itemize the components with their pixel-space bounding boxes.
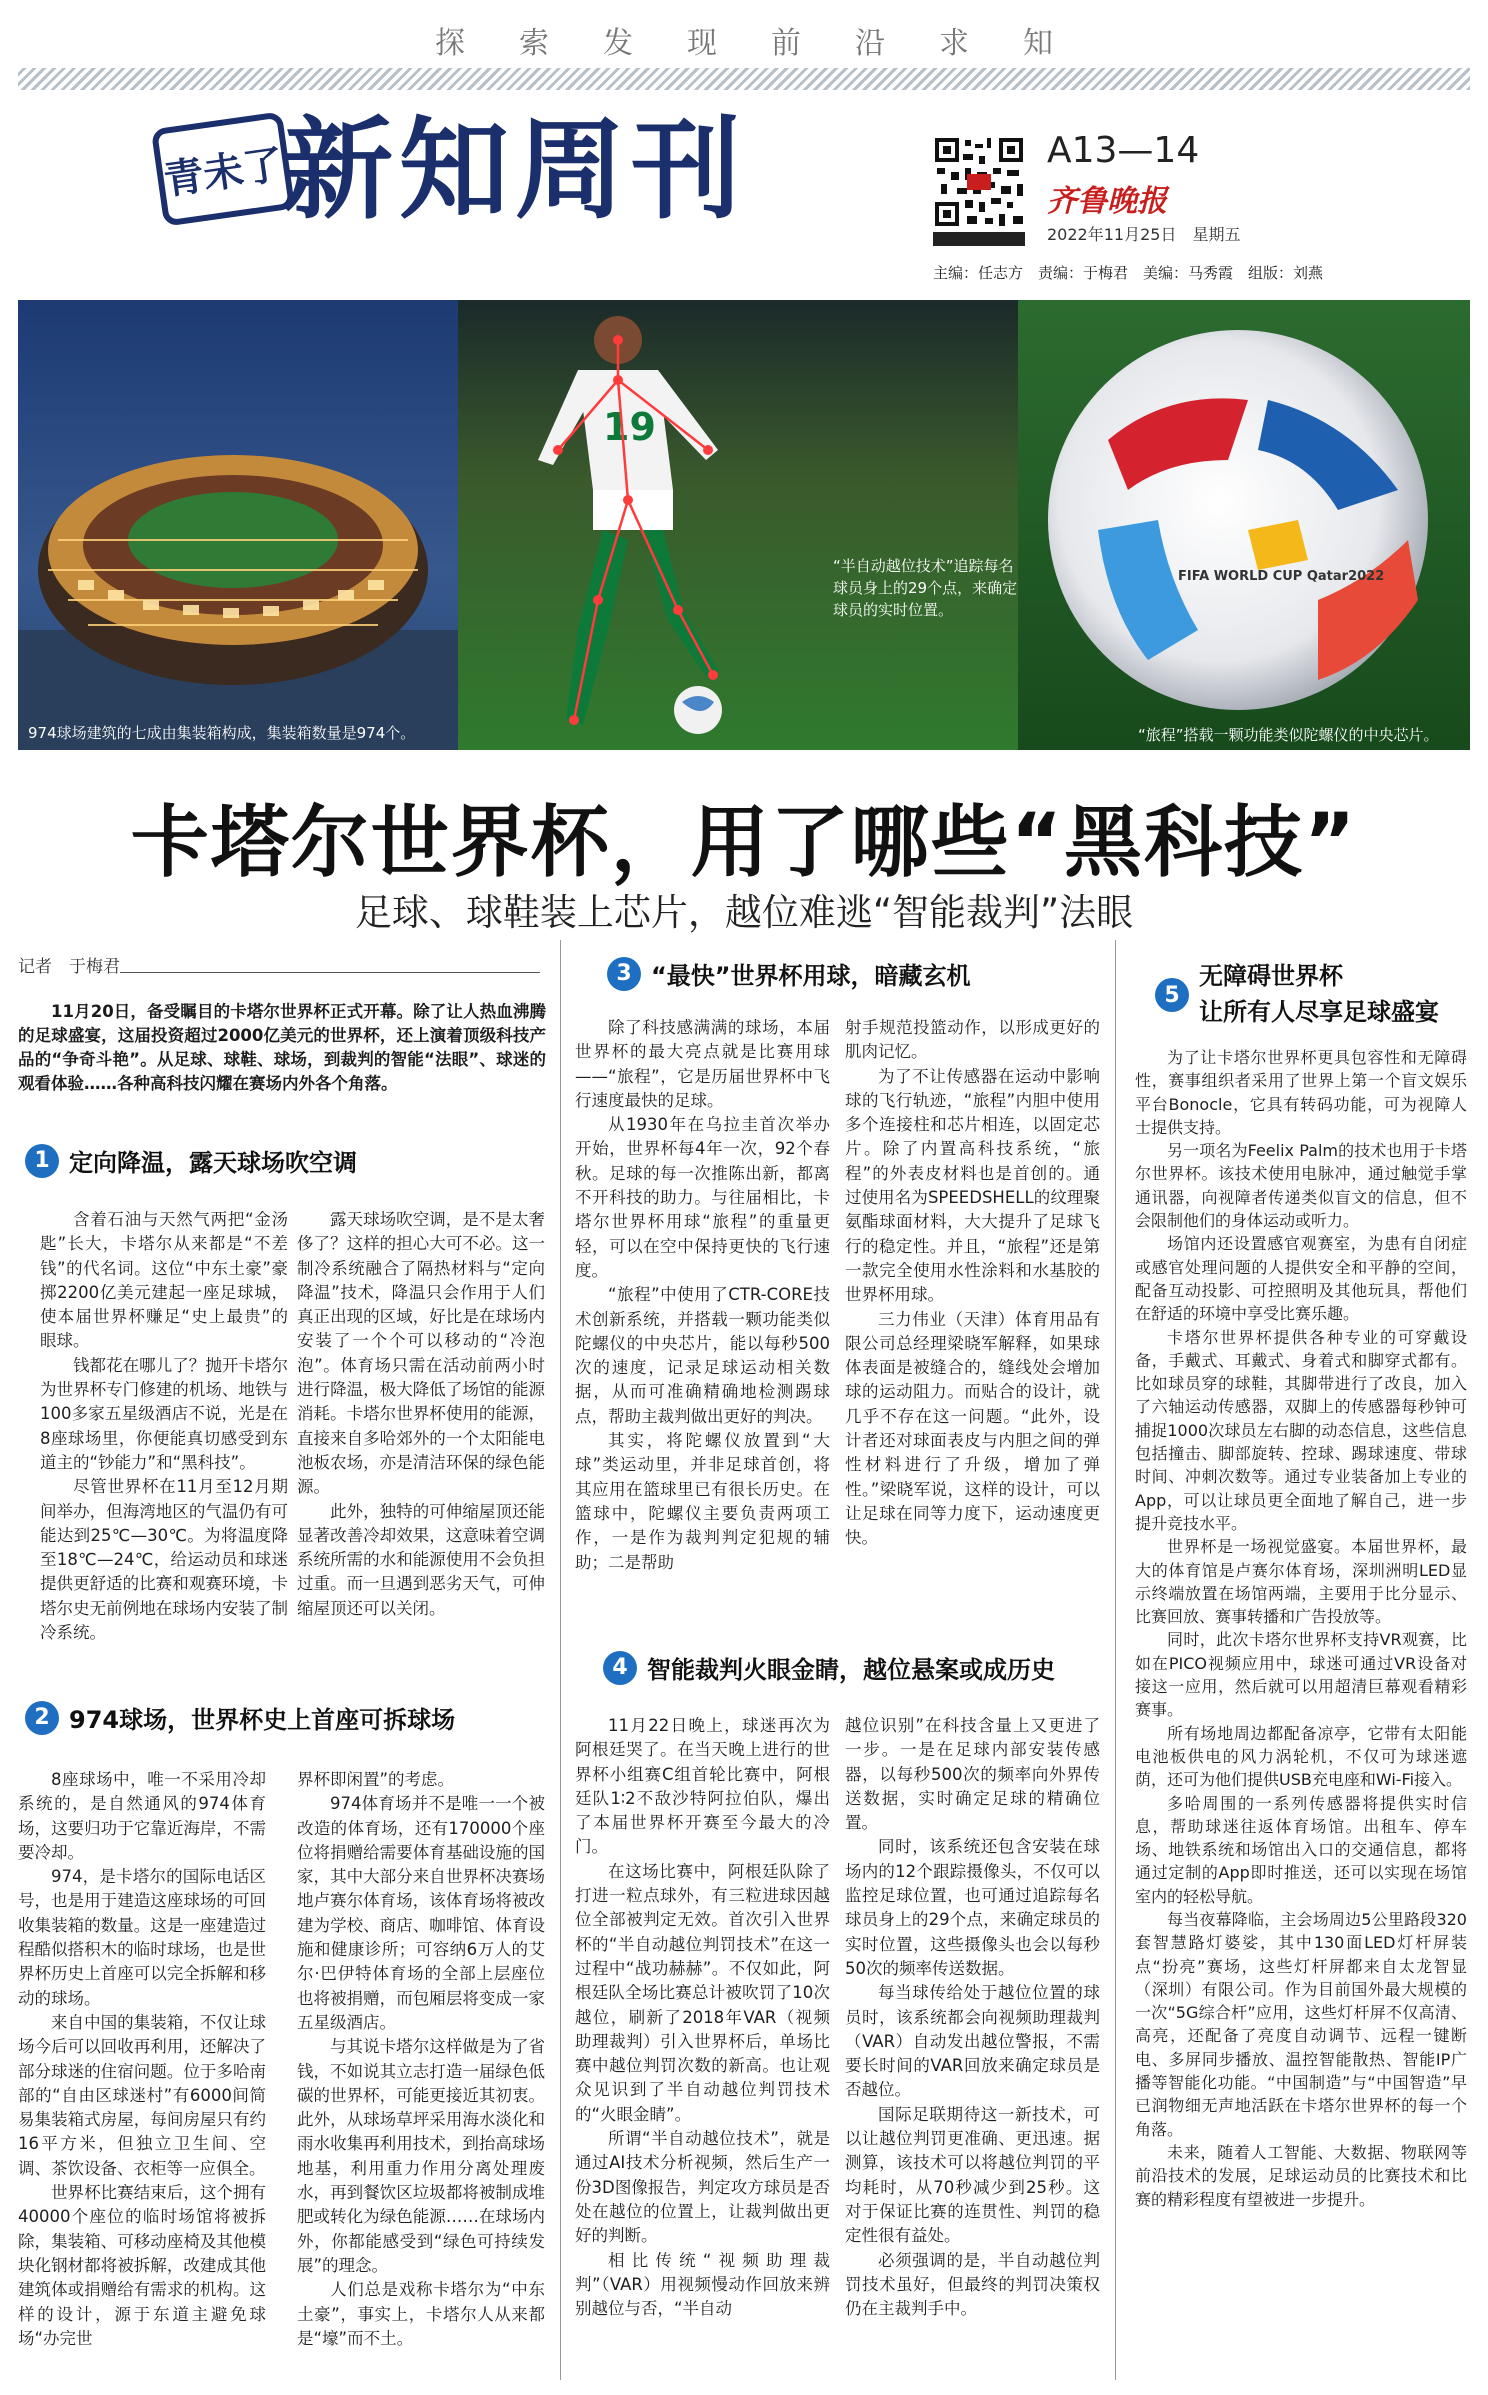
- issue-date: 2022年11月25日 星期五: [1047, 225, 1241, 244]
- ball-text: FIFA WORLD CUP Qatar2022: [1178, 569, 1385, 584]
- newspaper-name: 齐鲁晚报: [1047, 184, 1167, 219]
- paragraph: 多哈周围的一系列传感器将提供实时信息，帮助球迷往返体育场馆。出租车、停车场、地铁系统和场馆出入口的交通信息，都将通过定制的App即时推送，还可以实现在场馆室内的轻松导航。: [1135, 1793, 1467, 1906]
- paragraph: 与其说卡塔尔这样做是为了省钱，不如说其立志打造一届绿色低碳的世界杯，可能更接近其初衷。此外，从球场草坪采用海水淡化和雨水收集再利用技术，到抬高球场地基，利用重力作用分离处理废水，再到餐饮区垃圾都将被制成堆肥或转化为绿色能源……在球场内外，你都能感受到“绿色可持续发展”的理念。: [297, 2037, 545, 2275]
- paragraph: “旅程”中使用了CTR-CORE技术创新系统，并搭载一颗功能类似陀螺仪的中央芯片，能以每秒500次的速度，记录足球运动相关数据，从而可准确精确地检测踢球点，帮助主裁判做出更好的判决。: [575, 1285, 830, 1426]
- section-5-heading: [1155, 958, 1439, 1030]
- section-2-column-2: [297, 1768, 545, 2351]
- section-4-column-2: [845, 1714, 1100, 2321]
- section-title: 974球场，世界杯史上首座可拆球场: [69, 1706, 456, 1734]
- qr-code-icon: [933, 136, 1025, 248]
- section-2-column-1: [18, 1768, 266, 2351]
- paragraph: 每当夜幕降临，主会场周边5公里路段320套智慧路灯婆娑，其中130面LED灯杆屏装点“扮亮”赛场，这些灯杆屏都来自太龙智显（深圳）有限公司。作为目前国外最大规模的一次“5G综合杆”应用，这些灯杆屏不仅高清、高亮，还配备了亮度自动调节、远程一键断电、多屏同步播放、温控智能散热、智能IP广播等智能化功能。“中国制造”与“中国智造”早已润物细无声地活跃在卡塔尔世界杯的每一个角落。: [1135, 1909, 1467, 2139]
- section-1-heading: [25, 1143, 357, 1178]
- section-number-badge: 1: [25, 1144, 59, 1178]
- paragraph: 8座球场中，唯一不采用冷却系统的，是自然通风的974体育场，这要归功于它靠近海岸，不需要冷却。: [18, 1770, 266, 1862]
- section-5-column: [1135, 1046, 1467, 2211]
- slogan-char: 现: [687, 26, 717, 61]
- paragraph: 同时，该系统还包含安装在球场内的12个跟踪摄像头，不仅可以监控足球位置，也可通过追踪每名球员身上的29个点，来确定球员的实时位置，这些摄像头也会以每秒50次的频率传送数据。: [845, 1837, 1100, 1978]
- masthead-title: 新知周刊: [283, 106, 747, 234]
- paragraph: 钱都花在哪儿了？抛开卡塔尔为世界杯专门修建的机场、地铁与100多家五星级酒店不说，光是在8座球场里，你便能真切感受到东道主的“钞能力”和“黑科技”。: [40, 1355, 288, 1472]
- headline: 卡塔尔世界杯，用了哪些“黑科技”: [130, 798, 1358, 888]
- stadium-974: [38, 455, 428, 685]
- feature-photo: [18, 300, 1470, 750]
- slogan-char: 沿: [855, 26, 885, 61]
- paragraph: 其实，将陀螺仪放置到“大球”类运动里，并非足球首创，将其应用在篮球里已有很长历史。在篮球中，陀螺仪主要负责两项工作，一是作为裁判判定犯规的辅助；二是帮助: [575, 1431, 830, 1572]
- paragraph: 为了不让传感器在运动中影响球的飞行轨迹，“旅程”内胆中使用多个连接柱和芯片相连，以固定芯片。除了内置高科技系统，“旅程”的外表皮材料也是首创的。通过使用名为SPEEDSHELL的纹理聚氨酯球面材料，大大提升了足球飞行的稳定性。并且，“旅程”还是第一款完全使用水性涂料和水基胶的世界杯用球。: [845, 1066, 1100, 1305]
- section-title: 智能裁判火眼金睛，越位悬案或成历史: [647, 1656, 1055, 1684]
- section-4-heading: [603, 1650, 1055, 1685]
- paragraph: 11月22日晚上，球迷再次为阿根廷哭了。在当天晚上进行的世界杯小组赛C组首轮比赛中，阿根廷队1∶2不敌沙特阿拉伯队，爆出了本届世界杯开赛至今最大的冷门。: [575, 1716, 830, 1857]
- column-divider: [1115, 940, 1116, 2380]
- section-1-column-2: [297, 1208, 545, 1621]
- paragraph: 从1930年在乌拉圭首次举办开始，世界杯每4年一次，92个春秋。足球的每一次推陈出新，都离不开科技的助力。与往届相比，卡塔尔世界杯用球“旅程”的重量更轻，可以在空中保持更快的飞行速度。: [575, 1115, 830, 1280]
- byline-rule: [120, 972, 540, 973]
- slogan-char: 探: [435, 26, 465, 61]
- paragraph: 974，是卡塔尔的国际电话区号，也是用于建造这座球场的可回收集装箱的数量。这是一座建造过程酷似搭积木的临时球场，也是世界杯历史上首座可以完全拆解和移动的球场。: [18, 1867, 266, 2008]
- column-divider: [560, 940, 561, 2380]
- section-1-column-1: [40, 1208, 288, 1645]
- subheadline: 足球、球鞋装上芯片，越位难逃“智能裁判”法眼: [354, 891, 1134, 934]
- paragraph: 尽管世界杯在11月至12月期间举办，但海湾地区的气温仍有可能达到25℃—30℃。为将温度降至18℃—24℃，给运动员和球迷提供更舒适的比赛和观赛环境，卡塔尔史无前例地在球场内安装了制冷系统。: [40, 1477, 288, 1643]
- slogan-char: 知: [1023, 26, 1053, 61]
- paragraph: 来自中国的集装箱，不仅让球场今后可以回收再利用，还解决了部分球迷的住宿问题。位于多哈南部的“自由区球迷村”有6000间简易集装箱式房屋，每间房屋只有约16平方米，但独立卫生间、空调、茶饮设备、衣柜等一应俱全。: [18, 2012, 266, 2178]
- paragraph: 每当球传给处于越位位置的球员时，该系统都会向视频助理裁判（VAR）自动发出越位警报，不需要长时间的VAR回放来确定球员是否越位。: [845, 1983, 1100, 2100]
- section-4-column-1: [575, 1714, 830, 2321]
- slogan-char: 发: [603, 26, 633, 61]
- paragraph: 射手规范投篮动作，以形成更好的肌肉记忆。: [845, 1018, 1100, 1062]
- lead-paragraph: 11月20日，备受瞩目的卡塔尔世界杯正式开幕。除了让人热血沸腾的足球盛宴，这届投资超过2000亿美元的世界杯，还上演着顶级科技产品的“争奇斗艳”。从足球、球鞋、球场，到裁判的智能“法眼”、球迷的观看体验……各种高科技闪耀在赛场内外各个角落。: [18, 1002, 546, 1093]
- section-2-heading: [25, 1700, 455, 1735]
- header-stripe: [18, 68, 1470, 90]
- paragraph: 人们总是戏称卡塔尔为“中东土豪”，事实上，卡塔尔人从来都是“壕”而不土。: [297, 2280, 545, 2348]
- paragraph: 未来，随着人工智能、大数据、物联网等前沿技术的发展，足球运动员的比赛技术和比赛的精彩程度有望被进一步提升。: [1135, 2142, 1467, 2209]
- paragraph: 所有场地周边都配备凉亭，它带有太阳能电池板供电的风力涡轮机，不仅可为球迷遮荫，还可为他们提供USB充电座和Wi-Fi接入。: [1135, 1723, 1467, 1790]
- editor-credits: 主编：任志方 责编：于梅君 美编：马秀霞 组版：刘燕: [933, 264, 1324, 282]
- slogan: [0, 14, 1488, 66]
- paragraph: 为了让卡塔尔世界杯更具包容性和无障碍性，赛事组织者采用了世界上第一个盲文娱乐平台Bonocle，它具有转码功能，可为视障人士提供支持。: [1135, 1048, 1467, 1137]
- ball-caption: “旅程”搭载一颗功能类似陀螺仪的中央芯片。: [1138, 726, 1439, 744]
- paragraph: 在这场比赛中，阿根廷队除了打进一粒点球外，有三粒进球因越位全部被判定无效。首次引入世界杯的“半自动越位判罚技术”在这一过程中“战功赫赫”。不仅如此，阿根廷队全场比赛总计被吹罚了10次越位，刷新了2018年VAR（视频助理裁判）引入世界杯后，单场比赛中越位判罚次数的新高。也让观众见识到了半自动越位判罚技术的“火眼金睛”。: [575, 1861, 830, 2124]
- section-title: 定向降温，露天球场吹空调: [69, 1149, 357, 1177]
- slogan-char: 前: [771, 26, 801, 61]
- section-title: 无障碍世界杯: [1199, 962, 1343, 990]
- section-number-badge: 2: [25, 1701, 59, 1735]
- tracking-caption: “半自动越位技术”追踪每名球员身上的29个点，来确定球员的实时位置。: [833, 557, 1018, 619]
- paragraph: 露天球场吹空调，是不是太奢侈了？这样的担心大可不必。这一制冷系统融合了隔热材料与“定向降温”技术，降温只会作用于人们真正出现的区域，好比是在球场内安装了一个个可以移动的“冷泡泡”。体育场只需在活动前两小时进行降温，极大降低了场馆的能源消耗。卡塔尔世界杯使用的能源，直接来自多哈郊外的一个太阳能电池板农场，亦是清洁环保的绿色能源。: [297, 1210, 545, 1497]
- slogan-char: 求: [939, 26, 969, 61]
- paragraph: 卡塔尔世界杯提供各种专业的可穿戴设备，手戴式、耳戴式、身着式和脚穿式都有。比如球员穿的球鞋，其脚带进行了改良，加入了六轴运动传感器，双脚上的传感器每秒钟可捕捉1000次球员左右脚的动态信息，这些信息包括撞击、脚部旋转、控球、踢球速度、带球时间、冲刺次数等。通过专业装备加上专业的App，可以让球员更全面地了解自己，进一步提升竞技水平。: [1135, 1327, 1467, 1533]
- paragraph: 相比传统“视频助理裁判”（VAR）用视频慢动作回放来辨别越位与否，“半自动: [575, 2250, 830, 2319]
- section-3-heading: [607, 956, 971, 991]
- section-3-column-2: [845, 1016, 1100, 1551]
- al-rihla-ball: [1048, 330, 1428, 710]
- section-title: “最快”世界杯用球，暗藏玄机: [651, 962, 971, 990]
- paragraph: 所谓“半自动越位技术”，就是通过AI技术分析视频，然后生产一份3D图像报告，判定攻方球员是否处在越位的位置上，让裁判做出更好的判断。: [575, 2129, 830, 2246]
- section-3-column-1: [575, 1016, 830, 1575]
- byline: 记者 于梅君: [18, 957, 120, 977]
- slogan-char: 索: [519, 26, 549, 61]
- page-number: A13—14: [1047, 130, 1200, 171]
- paragraph: 必须强调的是，半自动越位判罚技术虽好，但最终的判罚决策权仍在主裁判手中。: [845, 2250, 1100, 2319]
- section-number-badge: 3: [607, 957, 641, 991]
- jersey-number: 19: [603, 405, 656, 449]
- logo-text: 青未了: [160, 141, 287, 204]
- qingweiliao-logo: [151, 111, 295, 226]
- pitch-background: [458, 300, 1018, 750]
- paragraph: 国际足联期待这一新技术，可以让越位判罚更准确、更迅速。据测算，该技术可以将越位判罚的平均耗时，从70秒减少到25秒。这对于保证比赛的连贯性、判罚的稳定性很有益处。: [845, 2104, 1100, 2246]
- stadium-caption: 974球场建筑的七成由集装箱构成，集装箱数量是974个。: [28, 724, 416, 742]
- paragraph: 974体育场并不是唯一一个被改造的体育场，还有170000个座位将捐赠给需要体育基础设施的国家，其中大部分来自世界杯决赛场地卢赛尔体育场，该体育场将被改建为学校、商店、咖啡馆、体育设施和健康诊所；可容纳6万人的艾尔·巴伊特体育场的全部上层座位也将被捐赠，而包厢层将变成一家五星级酒店。: [297, 1794, 545, 2032]
- section-title-line-2: 让所有人尽享足球盛宴: [1199, 998, 1439, 1026]
- section-number-badge: 5: [1155, 978, 1189, 1012]
- paragraph: 同时，此次卡塔尔世界杯支持VR观赛，比如在PICO视频应用中，球迷可通过VR设备对接这一应用，然后就可以用超清巨幕观看精彩赛事。: [1135, 1630, 1467, 1720]
- small-football: [674, 686, 722, 734]
- paragraph: 场馆内还设置感官观赛室，为患有自闭症或感官处理问题的人提供安全和平静的空间，配备互动投影、可控照明及其他玩具，帮他们在舒适的环境中享受比赛乐趣。: [1135, 1234, 1467, 1324]
- paragraph: 此外，独特的可伸缩屋顶还能显著改善冷却效果，这意味着空调系统所需的水和能源使用不会负担过重。而一旦遇到恶劣天气，可伸缩屋顶还可以关闭。: [297, 1501, 545, 1618]
- paragraph: 界杯即闲置”的考虑。: [297, 1770, 455, 1789]
- paragraph: 除了科技感满满的球场，本届世界杯的最大亮点就是比赛用球——“旅程”，它是历届世界杯中飞行速度最快的足球。: [575, 1018, 830, 1110]
- paragraph: 含着石油与天然气两把“金汤匙”长大，卡塔尔从来都是“不差钱”的代名词。这位“中东土豪”豪掷2200亿美元建起一座足球城，使本届世界杯赚足“史上最贵”的眼球。: [40, 1210, 288, 1351]
- section-number-badge: 4: [603, 1651, 637, 1685]
- paragraph: 越位识别”在科技含量上又更进了一步。一是在足球内部安装传感器，以每秒500次的频率向外界传送数据，实时确定足球的精确位置。: [845, 1716, 1100, 1833]
- paragraph: 另一项名为Feelix Palm的技术也用于卡塔尔世界杯。该技术使用电脉冲，通过触觉手掌通讯器，向视障者传递类似盲文的信息，但不会限制他们的身体运动或听力。: [1135, 1141, 1467, 1231]
- paragraph: 世界杯是一场视觉盛宴。本届世界杯，最大的体育馆是卢赛尔体育场，深圳洲明LED显示终端放置在场馆两端，主要用于比分显示、比赛回放、赛事转播和广告投放等。: [1135, 1537, 1467, 1627]
- paragraph: 世界杯比赛结束后，这个拥有40000个座位的临时场馆将被拆除，集装箱、可移动座椅及其他模块化钢材都将被拆解，改建成其他建筑体或捐赠给有需求的机构。这样的设计，源于东道主避免球场“办完世: [18, 2183, 266, 2348]
- paragraph: 三力伟业（天津）体育用品有限公司总经理梁晓军解释，如果球体表面是被缝合的，缝线处会增加球的运动阻力。而贴合的设计，就几乎不存在这一问题。“此外，设计者还对球面表皮与内胆之间的弹性材料进行了升级，增加了弹性。”梁晓军说，这样的设计，可以让足球在同等力度下，运动速度更快。: [845, 1309, 1100, 1548]
